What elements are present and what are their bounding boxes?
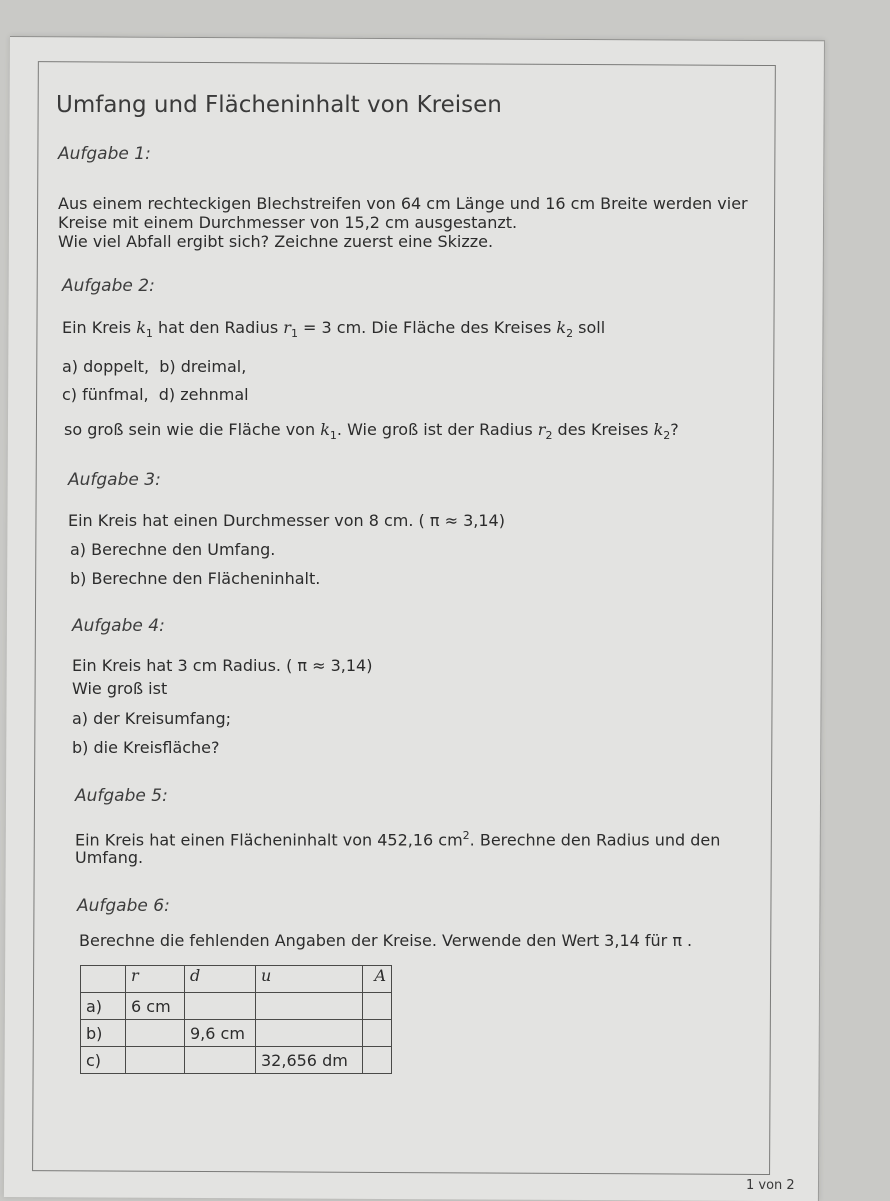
task1-heading: Aufgabe 1: — [58, 144, 151, 164]
task3-line-1: Ein Kreis hat einen Durchmesser von 8 cm. ( π ≈ 3,14) — [68, 511, 505, 530]
worksheet-title: Umfang und Flächeninhalt von Kreisen — [56, 92, 502, 118]
task6-table — [80, 965, 392, 1074]
task6-line-1: Berechne die fehlenden Angaben der Kreise. Verwende den Wert 3,14 für π . — [79, 931, 693, 950]
table-row — [81, 993, 392, 1020]
table-header-cell: r — [126, 966, 185, 993]
task5-line-2: Umfang. — [75, 848, 144, 867]
table-row — [81, 1047, 392, 1074]
task2-question: so groß sein wie die Fläche von $k_1$. Wie groß ist der Radius $r_2$ des Kreises $k_2$? — [64, 420, 679, 443]
table-cell — [185, 993, 256, 1020]
task1-line-2: Kreise mit einem Durchmesser von 15,2 cm ausgestanzt. — [58, 213, 518, 232]
table-header-cell — [81, 966, 126, 993]
task4-line-1: Ein Kreis hat 3 cm Radius. ( π ≈ 3,14) — [72, 656, 373, 675]
table-cell: 32,656 dm — [256, 1047, 363, 1074]
task3-item-b: b) Berechne den Flächeninhalt. — [70, 569, 321, 588]
table-header-row — [81, 966, 392, 993]
task4-item-b: b) die Kreisfläche? — [72, 738, 220, 757]
table-cell: 6 cm — [126, 993, 185, 1020]
task3-item-a: a) Berechne den Umfang. — [70, 540, 276, 559]
table-cell — [256, 1020, 363, 1047]
table-cell — [363, 993, 392, 1020]
task5-line-1: Ein Kreis hat einen Flächeninhalt von 452,16 $cm^2$. Berechne den Radius und den — [75, 829, 721, 850]
task5-heading: Aufgabe 5: — [75, 786, 168, 806]
task4-line-2: Wie groß ist — [72, 679, 168, 698]
task6-heading: Aufgabe 6: — [77, 896, 170, 916]
table-header-cell: A — [363, 966, 392, 993]
table-cell: a) — [81, 993, 126, 1020]
table-header-cell: u — [256, 966, 363, 993]
task2-options-1: a) doppelt, b) dreimal, — [62, 357, 247, 376]
task4-heading: Aufgabe 4: — [72, 616, 165, 636]
task2-heading: Aufgabe 2: — [62, 276, 155, 296]
task4-item-a: a) der Kreisumfang; — [72, 709, 231, 728]
table-cell: c) — [81, 1047, 126, 1074]
task1-line-3: Wie viel Abfall ergibt sich? Zeichne zuerst eine Skizze. — [58, 232, 494, 251]
table-cell — [363, 1047, 392, 1074]
task2-intro: Ein Kreis $k_1$ hat den Radius $r_1 = 3$ cm. Die Fläche des Kreises $k_2$ soll — [62, 318, 606, 341]
task1-line-1: Aus einem rechteckigen Blechstreifen von 64 cm Länge und 16 cm Breite werden vier — [58, 194, 748, 213]
table-cell — [126, 1047, 185, 1074]
table-cell — [185, 1047, 256, 1074]
table-cell: 9,6 cm — [185, 1020, 256, 1047]
table-cell — [256, 993, 363, 1020]
table-cell — [126, 1020, 185, 1047]
table-cell — [363, 1020, 392, 1047]
task2-options-2: c) fünfmal, d) zehnmal — [62, 385, 249, 404]
table-row — [81, 1020, 392, 1047]
page-number: 1 von 2 — [746, 1178, 795, 1193]
table-header-cell: d — [185, 966, 256, 993]
task3-heading: Aufgabe 3: — [68, 470, 161, 490]
table-cell: b) — [81, 1020, 126, 1047]
